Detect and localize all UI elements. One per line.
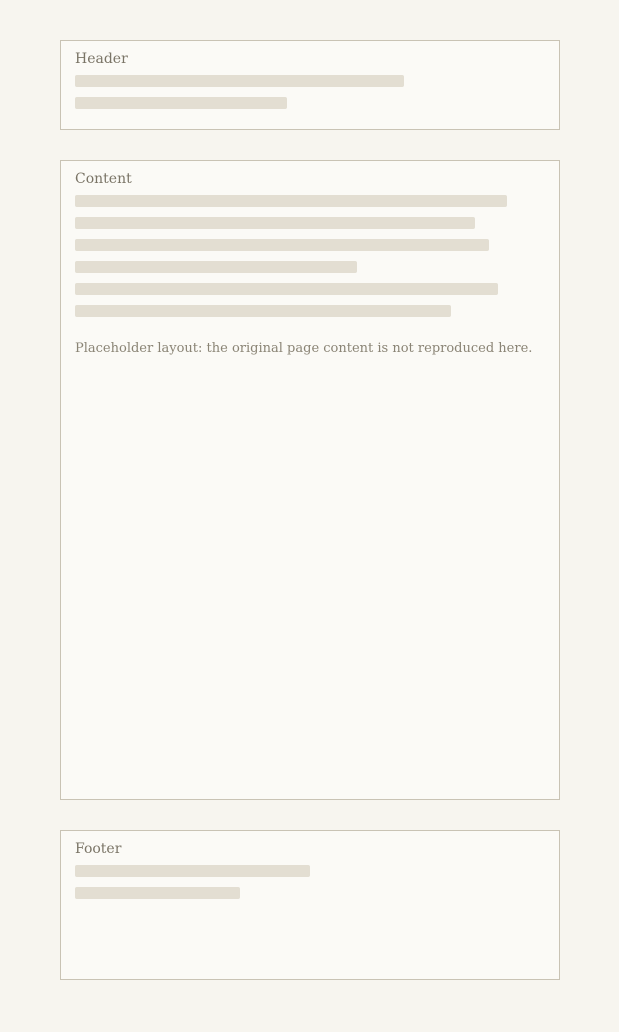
body-rows xyxy=(75,195,545,317)
body-label: Content xyxy=(75,171,132,187)
placeholder-row xyxy=(75,239,489,251)
body-placeholder xyxy=(60,160,560,800)
placeholder-row xyxy=(75,97,287,109)
header-placeholder xyxy=(60,40,560,130)
placeholder-notice: Placeholder layout: the original page content is not reproduced here. xyxy=(75,341,533,356)
footer-placeholder xyxy=(60,830,560,980)
placeholder-row xyxy=(75,217,475,229)
placeholder-row xyxy=(75,887,240,899)
header-label: Header xyxy=(75,51,128,67)
placeholder-row xyxy=(75,195,507,207)
placeholder-row xyxy=(75,283,498,295)
placeholder-row xyxy=(75,865,310,877)
footer-rows xyxy=(75,865,545,899)
placeholder-row xyxy=(75,75,404,87)
placeholder-row xyxy=(75,261,357,273)
placeholder-row xyxy=(75,305,451,317)
header-rows xyxy=(75,75,545,109)
footer-label: Footer xyxy=(75,841,122,857)
